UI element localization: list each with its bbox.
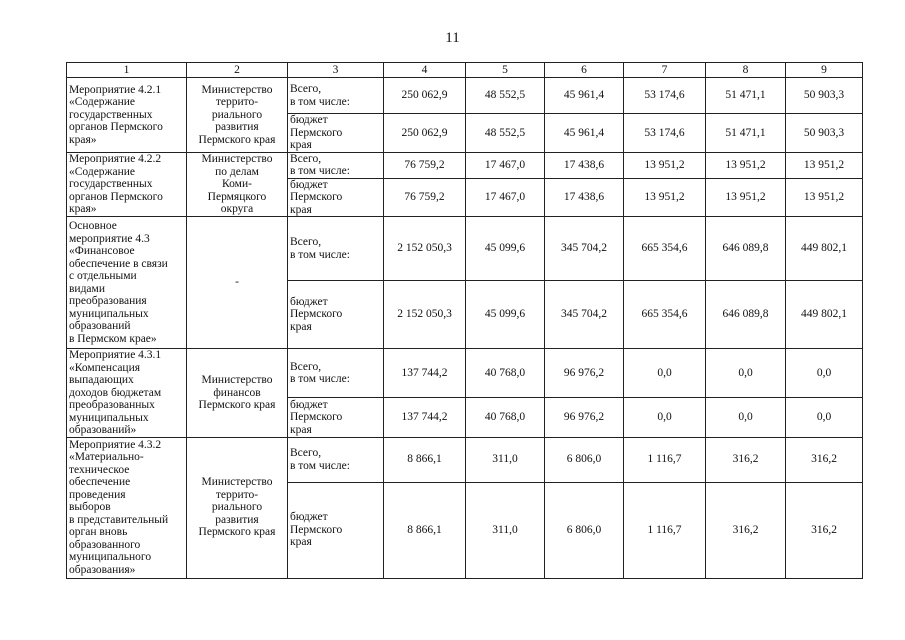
executor-line: Министерство (201, 153, 273, 165)
amount-cell: 0,0 (624, 398, 706, 437)
funding-source-line: бюджет (290, 295, 328, 308)
amount-cell: 137 744,2 (384, 398, 466, 437)
amount-cell: 45 961,4 (545, 114, 624, 153)
table-body (67, 78, 863, 579)
executor-line: округа (220, 203, 254, 215)
activity-name-line: «Содержание (69, 96, 136, 108)
amount-cell: 45 099,6 (466, 217, 545, 281)
amount-cell: 449 802,1 (786, 281, 863, 349)
column-header: 2 (187, 63, 288, 78)
amount-cell: 53 174,6 (624, 78, 706, 114)
activity-name-line: Мероприятие 4.2.2 (69, 153, 162, 165)
funding-source-line: Пермского (290, 411, 343, 424)
activity-name-line: Мероприятие 4.3.1 (69, 349, 162, 361)
activity-name-line: муниципального (69, 551, 152, 564)
activity-name-line: образования» (69, 563, 136, 576)
funding-source-line: в том числе: (290, 459, 350, 472)
activity-name-line: проведения (69, 488, 126, 501)
executor-line: - (235, 276, 239, 289)
activity-name-cell (67, 217, 187, 349)
amount-cell: 40 768,0 (466, 349, 545, 398)
funding-source-line: края (290, 536, 312, 549)
activity-name-line: муниципальных (69, 411, 149, 424)
executor-line: Министерство (201, 374, 273, 386)
activity-name-line: выпадающих (69, 374, 134, 386)
amount-cell: 2 152 050,3 (384, 281, 466, 349)
funding-source-line: Всего, (290, 152, 322, 165)
amount-cell: 53 174,6 (624, 114, 706, 153)
executor-line: по делам (215, 165, 259, 178)
activity-name-line: доходов бюджетам (69, 386, 162, 399)
amount-cell: 316,2 (786, 482, 863, 578)
amount-cell: 17 438,6 (545, 152, 624, 178)
amount-cell: 40 768,0 (466, 398, 545, 437)
amount-cell: 13 951,2 (706, 152, 786, 178)
activity-name-line: «Содержание (69, 165, 136, 178)
funding-source-line: Пермского (290, 523, 343, 536)
column-header: 6 (545, 63, 624, 78)
funding-source-cell (288, 152, 384, 178)
amount-cell: 250 062,9 (384, 114, 466, 153)
activity-name-line: органов Пермского (69, 121, 163, 133)
amount-cell: 646 089,8 (706, 281, 786, 349)
amount-cell: 316,2 (706, 482, 786, 578)
amount-cell: 345 704,2 (545, 217, 624, 281)
amount-cell: 45 961,4 (545, 78, 624, 114)
funding-source-cell (288, 281, 384, 349)
activity-name-line: «Материально- (69, 451, 144, 464)
funding-source-cell (288, 437, 384, 482)
activity-name-line: образований (69, 320, 131, 332)
activity-name-cell (67, 152, 187, 217)
column-header: 7 (624, 63, 706, 78)
table-row (67, 78, 863, 114)
amount-cell: 311,0 (466, 482, 545, 578)
amount-cell: 50 903,3 (786, 114, 863, 153)
funding-source-line: бюджет (290, 114, 328, 126)
activity-name-line: «Компенсация (69, 361, 141, 374)
funding-source-cell (288, 78, 384, 114)
amount-cell: 665 354,6 (624, 217, 706, 281)
funding-source-cell (288, 178, 384, 217)
column-header: 8 (706, 63, 786, 78)
activity-name-line: образованного (69, 538, 141, 551)
activity-name-line: Основное (69, 220, 117, 232)
amount-cell: 13 951,2 (624, 152, 706, 178)
amount-cell: 345 704,2 (545, 281, 624, 349)
amount-cell: 316,2 (786, 437, 863, 482)
amount-cell: 316,2 (706, 437, 786, 482)
activity-name-line: государственных (69, 108, 153, 121)
funding-source-line: Пермского (290, 126, 343, 139)
amount-cell: 311,0 (466, 437, 545, 482)
activity-name-line: преобразования (69, 295, 147, 307)
executor-line: развития (215, 121, 259, 133)
executor-line: Пермяцкого (207, 190, 267, 203)
amount-cell: 0,0 (786, 349, 863, 398)
amount-cell: 6 806,0 (545, 437, 624, 482)
column-header: 1 (67, 63, 187, 78)
executor-cell (187, 152, 288, 217)
funding-source-cell (288, 482, 384, 578)
amount-cell: 0,0 (706, 398, 786, 437)
budget-table (66, 62, 863, 579)
activity-name-line: видами (69, 282, 105, 295)
activity-name-line: Мероприятие 4.3.2 (69, 438, 162, 451)
activity-name-line: с отдельными (69, 270, 137, 282)
amount-cell: 646 089,8 (706, 217, 786, 281)
executor-line: Министерство (201, 476, 273, 489)
funding-source-cell (288, 114, 384, 153)
amount-cell: 45 099,6 (466, 281, 545, 349)
funding-source-line: в том числе: (290, 165, 350, 177)
funding-source-line: края (290, 423, 312, 436)
column-header-row (67, 63, 863, 78)
table-row (67, 437, 863, 482)
amount-cell: 96 976,2 (545, 349, 624, 398)
amount-cell: 0,0 (624, 349, 706, 398)
executor-line: финансов (213, 386, 261, 399)
column-header: 5 (466, 63, 545, 78)
funding-source-line: края (290, 203, 312, 216)
table-row (67, 217, 863, 281)
activity-name-cell (67, 437, 187, 578)
executor-cell (187, 217, 288, 349)
activity-name-line: выборов (69, 501, 111, 514)
activity-name-line: мероприятие 4.3 (69, 232, 150, 245)
amount-cell: 96 976,2 (545, 398, 624, 437)
table-row (67, 349, 863, 398)
amount-cell: 76 759,2 (384, 152, 466, 178)
amount-cell: 48 552,5 (466, 114, 545, 153)
executor-line: развития (215, 513, 259, 526)
page-number: 11 (445, 30, 460, 46)
activity-name-line: края» (69, 133, 97, 146)
executor-line: риального (211, 108, 263, 121)
column-header: 3 (288, 63, 384, 78)
amount-cell: 0,0 (706, 349, 786, 398)
funding-source-line: Всего, (290, 360, 322, 373)
column-header: 4 (384, 63, 466, 78)
activity-name-line: образований» (69, 424, 137, 436)
activity-name-line: преобразованных (69, 399, 155, 411)
executor-line: террито- (215, 488, 259, 501)
amount-cell: 665 354,6 (624, 281, 706, 349)
activity-name-line: «Финансовое (69, 245, 135, 257)
funding-source-line: Всего, (290, 447, 322, 459)
funding-source-line: Всего, (290, 83, 322, 95)
executor-line: Пермского края (198, 526, 276, 539)
amount-cell: 449 802,1 (786, 217, 863, 281)
amount-cell: 13 951,2 (624, 178, 706, 217)
amount-cell: 1 116,7 (624, 437, 706, 482)
amount-cell: 17 467,0 (466, 178, 545, 217)
funding-source-cell (288, 349, 384, 398)
activity-name-line: техническое (69, 463, 130, 476)
executor-line: Пермского края (198, 399, 276, 411)
amount-cell: 250 062,9 (384, 78, 466, 114)
amount-cell: 1 116,7 (624, 482, 706, 578)
activity-name-line: в представительный (69, 513, 169, 526)
activity-name-line: Мероприятие 4.2.1 (69, 83, 162, 96)
amount-cell: 48 552,5 (466, 78, 545, 114)
funding-source-cell (288, 398, 384, 437)
amount-cell: 13 951,2 (786, 152, 863, 178)
activity-name-line: в Пермском крае» (69, 332, 157, 345)
amount-cell: 0,0 (786, 398, 863, 437)
amount-cell: 8 866,1 (384, 437, 466, 482)
executor-line: террито- (215, 96, 259, 108)
amount-cell: 76 759,2 (384, 178, 466, 217)
funding-source-line: в том числе: (290, 248, 350, 261)
activity-name-line: муниципальных (69, 307, 149, 320)
activity-name-line: края» (69, 203, 97, 215)
executor-line: Пермского края (198, 133, 276, 146)
funding-source-cell (288, 217, 384, 281)
activity-name-line: орган вновь (69, 526, 128, 539)
amount-cell: 2 152 050,3 (384, 217, 466, 281)
table-row (67, 152, 863, 178)
executor-line: Министерство (201, 83, 273, 96)
executor-cell (187, 349, 288, 438)
amount-cell: 137 744,2 (384, 349, 466, 398)
amount-cell: 51 471,1 (706, 114, 786, 153)
executor-cell (187, 437, 288, 578)
activity-name-line: обеспечение (69, 476, 131, 489)
amount-cell: 51 471,1 (706, 78, 786, 114)
funding-source-line: края (290, 320, 312, 333)
funding-source-line: Пермского (290, 191, 343, 203)
amount-cell: 17 438,6 (545, 178, 624, 217)
activity-name-line: государственных (69, 178, 153, 190)
funding-source-line: бюджет (290, 511, 328, 524)
funding-source-line: в том числе: (290, 373, 350, 386)
funding-source-line: в том числе: (290, 95, 350, 108)
amount-cell: 13 951,2 (786, 178, 863, 217)
executor-cell (187, 78, 288, 153)
executor-line: риального (211, 501, 263, 514)
column-header: 9 (786, 63, 863, 78)
activity-name-line: обеспечение в связи (69, 257, 168, 270)
amount-cell: 17 467,0 (466, 152, 545, 178)
activity-name-line: органов Пермского (69, 190, 163, 203)
funding-source-line: бюджет (290, 398, 328, 411)
executor-line: Коми- (222, 178, 252, 190)
amount-cell: 6 806,0 (545, 482, 624, 578)
activity-name-cell (67, 349, 187, 438)
amount-cell: 13 951,2 (706, 178, 786, 217)
funding-source-line: Всего, (290, 236, 322, 248)
activity-name-cell (67, 78, 187, 153)
amount-cell: 50 903,3 (786, 78, 863, 114)
funding-source-line: Пермского (290, 308, 343, 321)
funding-source-line: бюджет (290, 178, 328, 191)
amount-cell: 8 866,1 (384, 482, 466, 578)
funding-source-line: края (290, 139, 312, 151)
